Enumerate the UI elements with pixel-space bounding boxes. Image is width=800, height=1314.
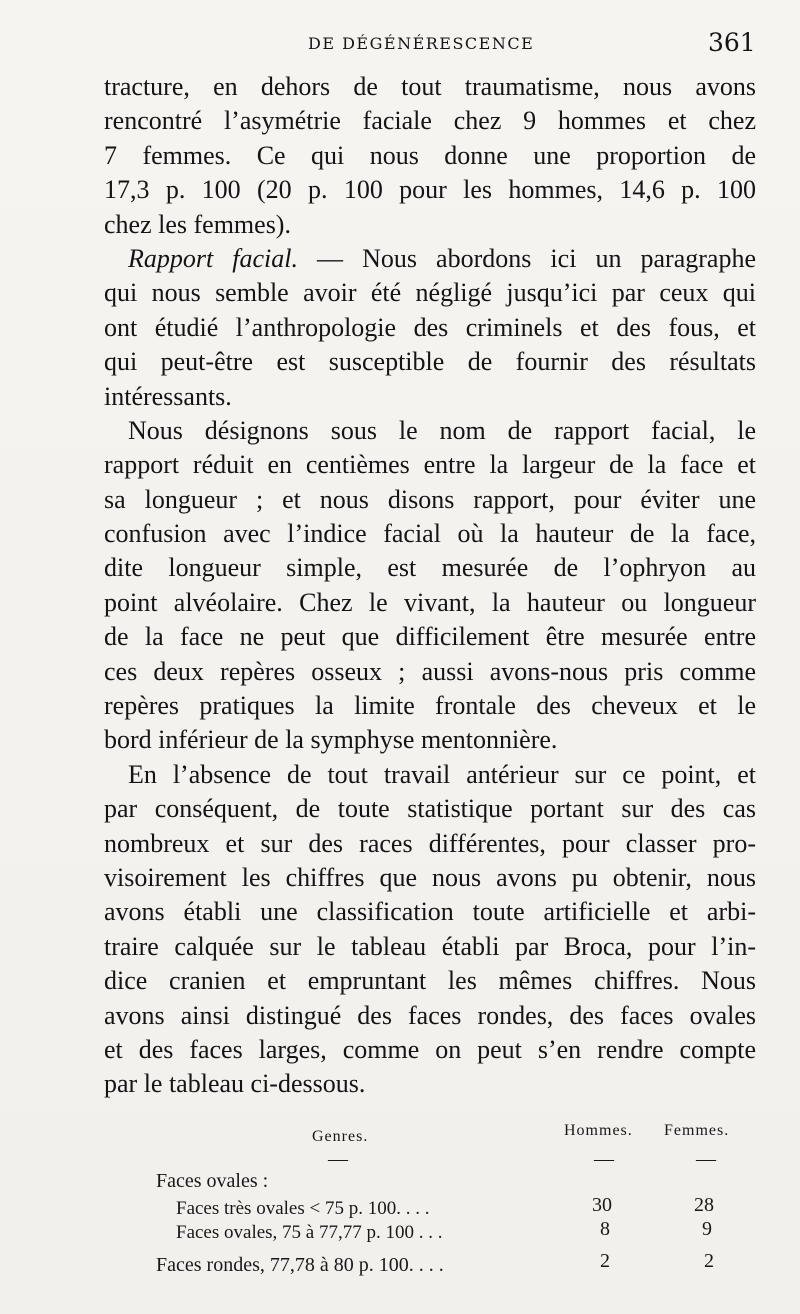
text-line: sa longueur ; et nous disons rapport, pour éviter une	[104, 484, 756, 514]
text-line: En l’absence de tout travail antérieur sur ce point, et	[128, 759, 756, 789]
text-line: intéressants.	[104, 381, 232, 411]
text-line: et des faces larges, comme on peut s’en rendre compte	[104, 1034, 756, 1064]
col-dash-genres: —	[328, 1148, 348, 1170]
col-header-genres: Genres.	[312, 1128, 369, 1145]
faces-table	[0, 1120, 800, 1300]
text-line: dite longueur simple, est mesurée de l’ophryon au	[104, 553, 756, 583]
text-line: rencontré l’asymétrie faciale chez 9 hommes et chez	[104, 106, 756, 136]
text-line: qui nous semble avoir été négligé jusqu’ici par ceux qui	[104, 278, 756, 308]
text-line: bord inférieur de la symphyse mentonnière.	[104, 725, 558, 755]
col-dash-femmes: —	[696, 1148, 716, 1170]
page-header	[0, 30, 800, 60]
row-value-femmes: 2	[704, 1250, 714, 1272]
text-line: rapport réduit en centièmes entre la largeur de la face et	[104, 450, 756, 480]
text-line: nombreux et sur des races différentes, pour classer pro-	[104, 828, 756, 858]
text-fragment: — Nous abordons ici un paragraphe	[298, 243, 756, 273]
section-heading: Rapport facial.	[128, 243, 298, 273]
col-header-femmes: Femmes.	[664, 1122, 730, 1139]
text-line: avons ainsi distingué des faces rondes, des faces ovales	[104, 1000, 756, 1030]
text-line: 7 femmes. Ce qui nous donne une proportion de	[104, 140, 756, 170]
row-label: Faces ovales, 75 à 77,77 p. 100 . . .	[176, 1222, 443, 1243]
row-value-femmes: 28	[694, 1194, 714, 1216]
row-value-hommes: 8	[600, 1218, 610, 1240]
text-line: point alvéolaire. Chez le vivant, la hauteur ou longueur	[104, 587, 756, 617]
text-line: ces deux repères osseux ; aussi avons-nous pris comme	[104, 656, 756, 686]
text-line: traire calquée sur le tableau établi par Broca, pour l’in-	[104, 931, 756, 961]
row-label: Faces très ovales < 75 p. 100. . . .	[176, 1198, 430, 1219]
text-line: chez les femmes).	[104, 209, 291, 239]
text-line: par le tableau ci-dessous.	[104, 1069, 366, 1099]
text-line	[104, 242, 756, 276]
text-line: visoirement les chiffres que nous avons pu obtenir, nous	[104, 862, 756, 892]
group-label: Faces ovales :	[156, 1170, 269, 1192]
text-line: qui peut-être est susceptible de fournir des résultats	[104, 347, 756, 377]
row-value-femmes: 9	[702, 1218, 712, 1240]
page-number: 361	[708, 28, 756, 57]
text-line: repères pratiques la limite frontale des cheveux et le	[104, 691, 756, 721]
col-dash-hommes: —	[594, 1148, 614, 1170]
row-value-hommes: 30	[592, 1194, 612, 1216]
text-line: 17,3 p. 100 (20 p. 100 pour les hommes, 14,6 p. 100	[104, 175, 756, 205]
text-line: Nous désignons sous le nom de rapport facial, le	[128, 415, 756, 445]
row-label: Faces rondes, 77,78 à 80 p. 100. . . .	[156, 1254, 444, 1276]
text-line: par conséquent, de toute statistique portant sur des cas	[104, 794, 756, 824]
text-line: tracture, en dehors de tout traumatisme, nous avons	[104, 72, 756, 101]
text-line: de la face ne peut que difficilement être mesurée entre	[104, 622, 756, 652]
row-value-hommes: 2	[600, 1250, 610, 1272]
text-line: dice cranien et empruntant les mêmes chiffres. Nous	[104, 966, 756, 996]
col-header-hommes: Hommes.	[564, 1122, 633, 1139]
text-line: ont étudié l’anthropologie des criminels et des fous, et	[104, 312, 756, 342]
text-line: avons établi une classification toute artificielle et arbi-	[104, 897, 756, 927]
running-head: DE DÉGÉNÉRESCENCE	[308, 34, 535, 53]
body-text	[104, 70, 756, 1102]
text-line: confusion avec l’indice facial où la hauteur de la face,	[104, 519, 756, 549]
